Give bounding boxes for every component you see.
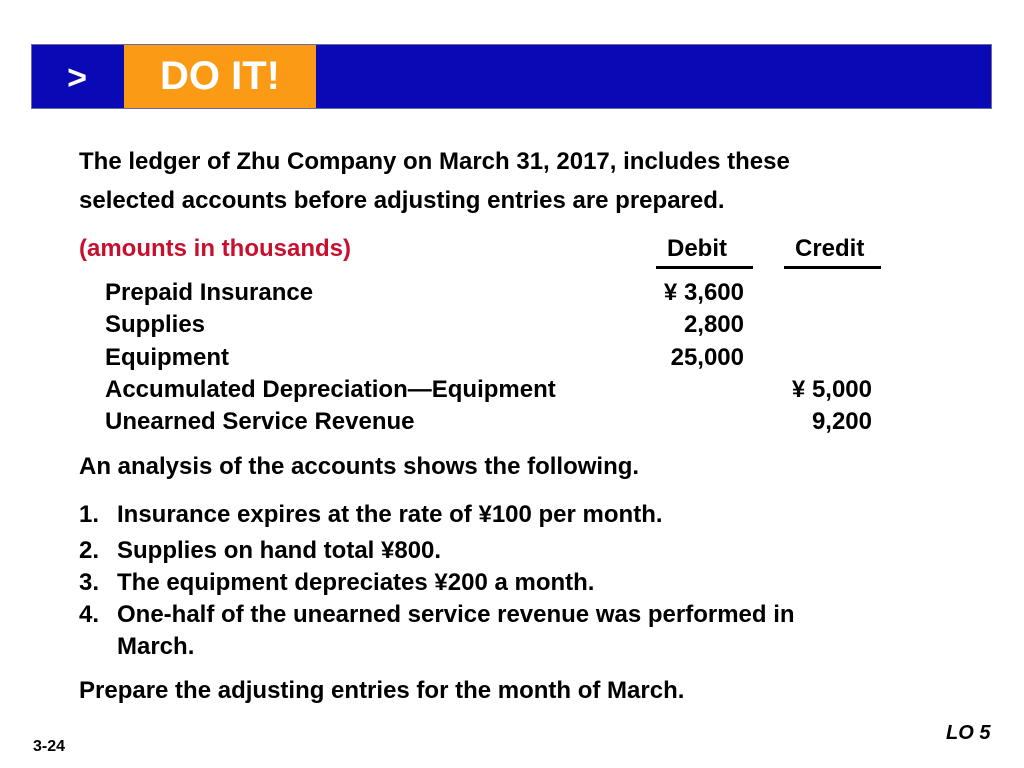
- item-text: One-half of the unearned service revenue was performed in: [117, 601, 795, 628]
- account-name: Equipment: [105, 344, 229, 371]
- credit-amount: ¥ 5,000: [791, 376, 872, 403]
- debit-amount: ¥ 3,600: [663, 279, 744, 306]
- credit-header: Credit: [795, 235, 865, 262]
- analysis-heading: An analysis of the accounts shows the following.: [79, 453, 640, 480]
- learning-objective: LO 5: [946, 722, 991, 744]
- item-number: 2.: [79, 537, 100, 564]
- credit-underline: [784, 266, 881, 269]
- intro-line-2: selected accounts before adjusting entries are prepared.: [79, 187, 725, 214]
- debit-amount: 25,000: [670, 344, 744, 371]
- account-name: Supplies: [105, 311, 206, 338]
- item-text-continued: March.: [117, 633, 195, 660]
- item-number: 1.: [79, 501, 100, 528]
- item-text: Insurance expires at the rate of ¥100 per month.: [117, 501, 663, 528]
- item-text: The equipment depreciates ¥200 a month.: [117, 569, 595, 596]
- slide-number: 3-24: [33, 738, 66, 755]
- instruction-text: Prepare the adjusting entries for the month of March.: [79, 677, 685, 704]
- intro-line-1: The ledger of Zhu Company on March 31, 2017, includes these: [79, 148, 790, 175]
- item-number: 4.: [79, 601, 100, 628]
- debit-underline: [656, 266, 753, 269]
- item-number: 3.: [79, 569, 100, 596]
- account-name: Prepaid Insurance: [105, 279, 314, 306]
- arrow-label: >: [67, 59, 87, 97]
- credit-amount: 9,200: [811, 408, 872, 435]
- debit-header: Debit: [667, 235, 727, 262]
- account-name: Unearned Service Revenue: [105, 408, 415, 435]
- item-text: Supplies on hand total ¥800.: [117, 537, 442, 564]
- amounts-caption: (amounts in thousands): [79, 235, 351, 262]
- debit-amount: 2,800: [683, 311, 744, 338]
- do-it-badge: DO IT!: [124, 45, 316, 108]
- account-name: Accumulated Depreciation—Equipment: [105, 376, 556, 403]
